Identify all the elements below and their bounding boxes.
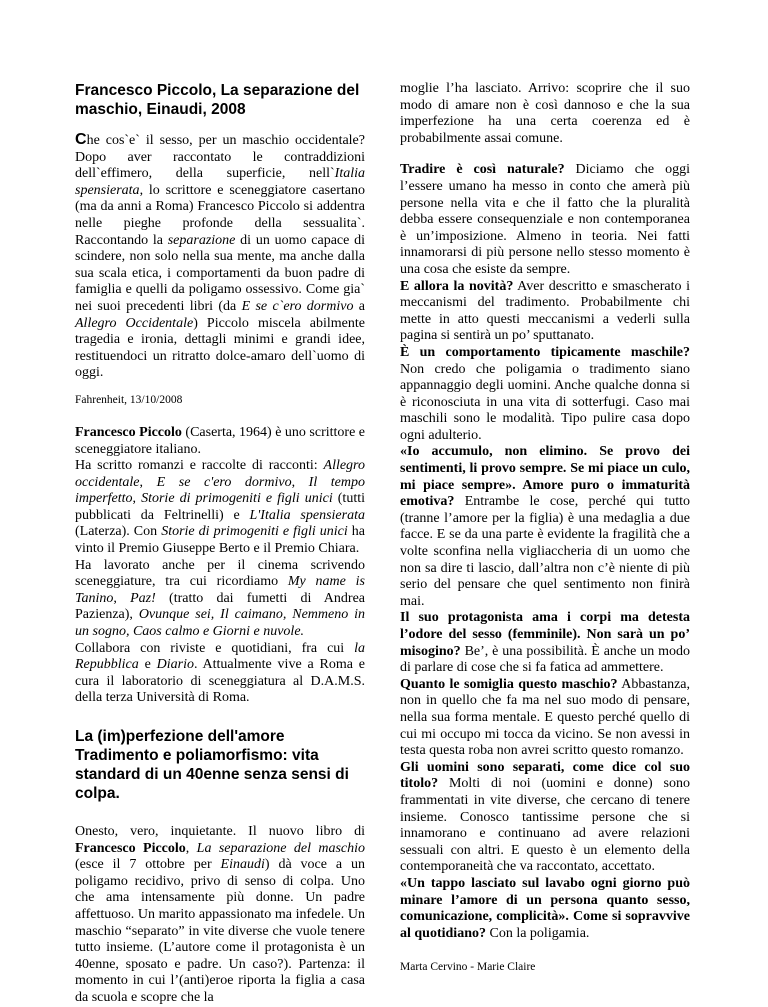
bio-paragraph-3: Ha lavorato anche per il cinema scrivendo sceneggiature, tra cui ricordiamo My name is Tanino, Paz! (tratto dai fumetti di Andrea Pazienza), Ovunque sei, Il caimano, Nemmeno in un sogno, Caos calmo e Giorni e nuvole. bbox=[75, 557, 366, 640]
intro-paragraph: Che cos`e` il sesso, per un maschio occidentale? Dopo aver raccontato le contraddizioni dell`effimero, della superficie, nell`Italia spensierata, lo scrittore e sceneggiatore casertano (ma da anni a Roma) Francesco Piccolo si addentra nelle pieghe profonde della sessualita`. Raccontando la separazione di un uomo capace di scindere, non solo nella sua mente, ma anche dalla sua scala etica, i comportamenti da buon padre di famiglia e quelli da poligamo ossessivo. Come gia` nei suoi precedenti libri (da E se c`ero dormivo a Allegro Occidentale) Piccolo miscela abilmente tragedia e ironia, dettagli minimi e grandi idee, restituendoci un ritratto dolce-amaro dell`uomo di oggi. bbox=[75, 131, 366, 381]
question: Gli uomini sono separati, come dice col suo titolo? bbox=[400, 759, 690, 792]
qa-6 bbox=[400, 677, 690, 760]
qa-2 bbox=[400, 279, 690, 345]
article-intro-paragraph: Onesto, vero, inquietante. Il nuovo libro di Francesco Piccolo, La separazione del maschio (esce il 7 ottobre per Einaudi) dà voce a un poligamo recidivo, privo di senso di colpa. Uno che ama intensamente più donne. Un padre affettuoso. Un marito appassionato ma infedele. Un maschio “separato” in vite diverse che vuole tenere tutto insieme. (L’autore come il protagonista è un 40enne, sposato e padre. Un caso?). Partenza: il momento in cui l’(anti)eroe riporta la figlia a casa da scuola e scopre che la bbox=[75, 824, 365, 1005]
question: «Un tappo lasciato sul lavabo ogni giorno può minare l’amore di un persona quanto sesso, comunicazione, complicità». Come si sopravvive al quotidiano? bbox=[400, 875, 690, 941]
answer: Non credo che poligamia o tradimento siano appannaggio degli uomini. Anche qualche donna si è riconosciuta in una vita di sotterfugi. Caso mai maschili sono le modalità. Tipo pulire casa dopo ogni adulterio. bbox=[400, 361, 690, 443]
article-continuation: moglie l’ha lasciato. Arrivo: scoprire che il suo modo di amare non è così dannoso e che la sua imperfezione ha una certa coerenza ed è probabilmente assai comune. bbox=[400, 81, 690, 146]
answer: Molti di noi (uomini e donne) sono frammentati in vite diverse, che cercano di tenere insieme. Conosco tantissime persone che si innamorano e continuano ad avere relazioni sessuali con altri. E questo è un elemento della contemporaneità che va raccontato, accettato. bbox=[400, 776, 690, 875]
article-heading bbox=[75, 727, 365, 803]
bio-paragraph-2: Ha scritto romanzi e raccolte di racconti: Allegro occidentale, E se c'ero dormivo, Il tempo imperfetto, Storie di primogeniti e figli unici (tutti pubblicati da Feltrinelli) e L'Italia spensierata (Laterza). Con Storie di primogeniti e figli unici ha vinto il Premio Giuseppe Berto e il Premio Chiara. bbox=[75, 458, 366, 557]
article-heading-title: La (im)perfezione dell'amore bbox=[75, 728, 285, 745]
qa-5 bbox=[400, 610, 690, 676]
dropcap-letter: C bbox=[75, 131, 87, 148]
answer: Be’, è una possibilità. È anche un modo di parlare di cose che si fa fatica ad ammettere. bbox=[400, 643, 690, 676]
question: Il suo protagonista ama i corpi ma detesta l’odore del sesso (femminile). Non sarà un po’ misogino? bbox=[400, 610, 690, 659]
bio-paragraph-4: Collabora con riviste e quotidiani, fra cui la Repubblica e Diario. Attualmente vive a Roma e cura il laboratorio di sceneggiatura al D.A.M.S. della terza Università di Roma. bbox=[75, 640, 366, 706]
qa-8 bbox=[400, 876, 690, 942]
qa-7 bbox=[400, 760, 690, 876]
right-column bbox=[400, 81, 690, 974]
qa-1 bbox=[400, 162, 690, 278]
question: Quanto le somiglia questo maschio? bbox=[400, 676, 618, 692]
qa-3 bbox=[400, 345, 690, 445]
answer: Con la poligamia. bbox=[485, 925, 590, 941]
source-fahrenheit: Fahrenheit, 13/10/2008 bbox=[75, 393, 183, 406]
question: «Io accumulo, non elimino. Se provo dei sentimenti, li provo sempre. Se mi piace un culo, mi piace sempre». Amore puro o immaturità emotiva? bbox=[400, 444, 690, 510]
question: E allora la novità? bbox=[400, 278, 514, 294]
qa-4 bbox=[400, 444, 690, 610]
answer: Entrambe le cose, perché qui tutto (tranne l’amore per la figlia) è una medaglia a due facce. E se da una parte è evidente la fragilità che a volte sconfina nella vigliaccheria di un uomo che non sa dire ti lascio, dall’altra non c’è niente di più serio del pensare che quel sentimento non finirà mai. bbox=[400, 494, 690, 609]
answer: Aver descritto e smascherato i meccanismi del tradimento. Probabilmente chi mette in atto questi meccanismi a vederli sulla pagina si sentirà un po’ sputtanato. bbox=[400, 278, 690, 344]
article-heading-subtitle: Tradimento e poliamorfismo: vita standard di un 40enne senza sensi di colpa. bbox=[75, 747, 349, 802]
answer: Diciamo che oggi l’essere umano ha messo in conto che amerà più persone nella vita e che il fatto che la pluralità debba essere consequenziale e non contemporanea è un’imposizione. Almeno in teoria. Nei fatti innamorarsi di più persone nello stesso momento è una cosa che esiste da sempre. bbox=[400, 162, 690, 277]
source-marie-claire: Marta Cervino - Marie Claire bbox=[400, 961, 536, 974]
book-title: Francesco Piccolo, La separazione del maschio, Einaudi, 2008 bbox=[75, 82, 360, 118]
bio-paragraph-1: Francesco Piccolo (Caserta, 1964) è uno scrittore e sceneggiatore italiano. bbox=[75, 424, 366, 457]
left-column bbox=[75, 81, 365, 1007]
answer: Abbastanza, non in quello che fa ma nel suo modo di pensare, nella sua forma mentale. E questo perché quello di cui mi occupo mi tocca da vicino. Se non avessi in testa questa roba non avrei scritto questo romanzo. bbox=[400, 676, 691, 759]
question: Tradire è così naturale? bbox=[400, 162, 565, 178]
question: È un comportamento tipicamente maschile? bbox=[400, 344, 690, 360]
